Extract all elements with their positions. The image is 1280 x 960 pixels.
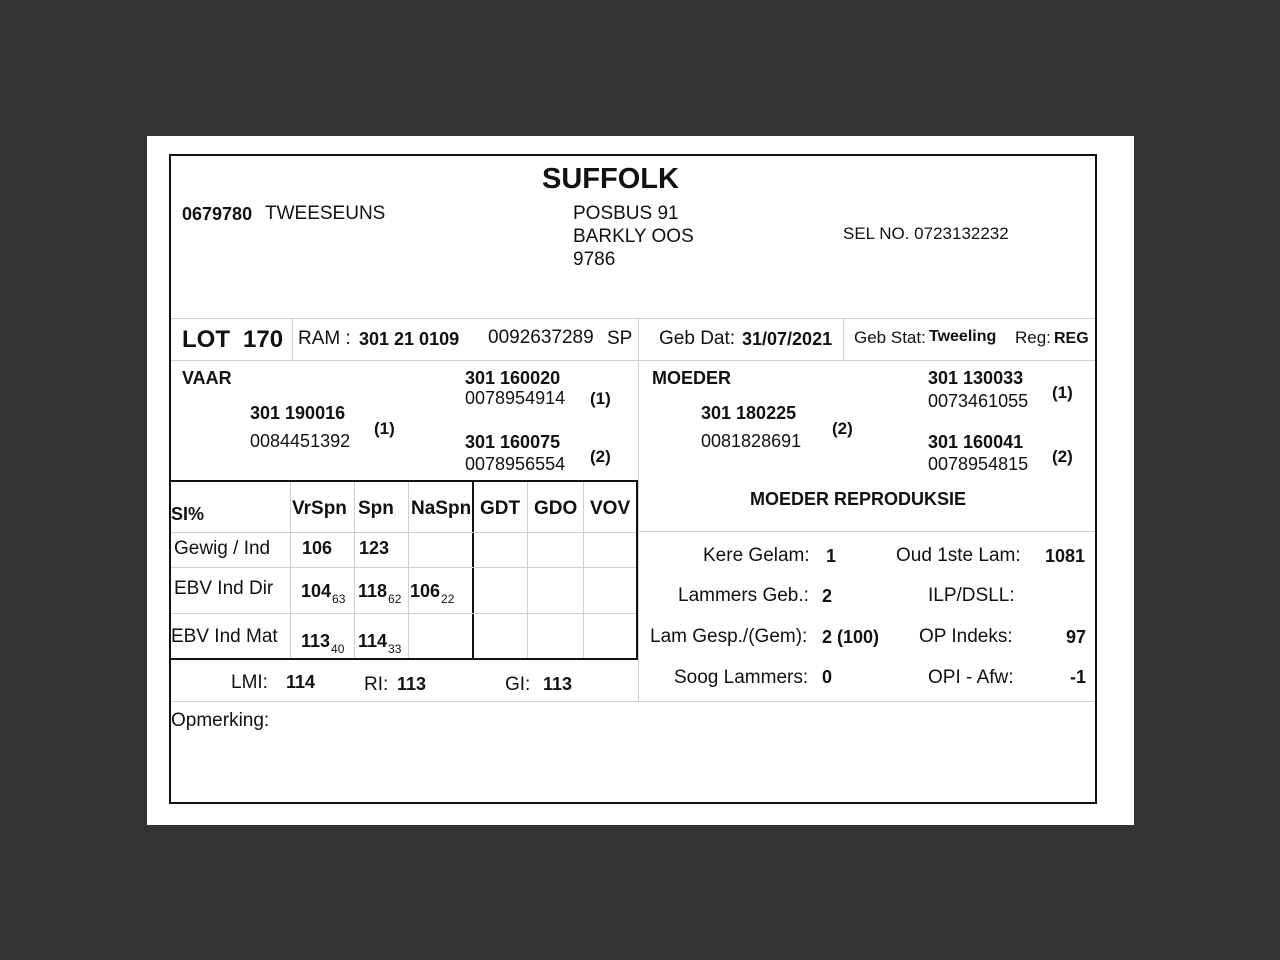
table-col-divider [408,482,409,658]
table-split [472,480,474,660]
birth-date: 31/07/2021 [742,329,833,349]
table-border-bottom [171,658,638,660]
value: 113 [301,631,331,651]
breed-title: SUFFOLK [542,163,679,195]
sire-id: 301 190016 [250,403,346,423]
opi-afw-value: -1 [1070,667,1087,687]
soog-lammers-label: Soog Lammers: [674,667,809,688]
table-row-label: Gewig / Ind [174,538,271,559]
phone-number: SEL NO. 0723132232 [843,224,1009,243]
oud-1ste-lam-label: Oud 1ste Lam: [896,545,1021,566]
soog-lammers-value: 0 [822,667,833,687]
table-cell-vrspn [301,581,346,606]
breeder-code: 0679780 [182,204,253,224]
accuracy: 33 [388,642,402,656]
accuracy: 63 [332,592,346,606]
table-cell-spn: 123 [359,538,390,558]
address-line2: BARKLY OOS [573,226,694,247]
reproduction-title: MOEDER REPRODUKSIE [750,489,967,509]
accuracy: 62 [388,592,402,606]
table-row-divider [171,567,636,568]
dam-id: 301 180225 [701,403,797,423]
value: 114 [358,631,388,651]
table-header-gdo: GDO [534,498,578,519]
lot-card [169,154,1097,804]
dam-father-id: 301 130033 [928,368,1024,388]
birth-date-label: Geb Dat: [659,328,736,349]
table-row-divider [171,532,636,533]
birth-status-label: Geb Stat: [854,328,926,347]
op-indeks-value: 97 [1066,627,1087,647]
table-col-divider [290,482,291,658]
value: 104 [301,581,332,601]
address-line3: 9786 [573,249,616,270]
divider [171,318,1095,319]
kere-gelam-value: 1 [826,546,837,566]
gi-value: 113 [543,674,573,694]
table-row-label: EBV Ind Dir [174,578,274,599]
table-cell-spn [358,631,402,656]
lam-gesp-label: Lam Gesp./(Gem): [650,626,808,647]
dam-heading: MOEDER [652,368,732,388]
table-cell-vrspn: 106 [302,538,333,558]
sire-father-code: 0078954914 [465,388,566,408]
divider [171,360,1095,361]
lmi-value: 114 [286,672,316,692]
breeder-name: TWEESEUNS [265,203,386,224]
accuracy: 40 [331,642,345,656]
sire-code: 0084451392 [250,431,351,451]
sire-mother-grade: (2) [590,447,611,466]
table-col-divider [354,482,355,658]
ram-grade: SP [607,328,633,349]
table-border-top [171,480,638,482]
table-row-label: EBV Ind Mat [171,626,278,647]
gi-label: GI: [505,674,531,695]
sire-father-grade: (1) [590,389,611,408]
dam-father-code: 0073461055 [928,391,1029,411]
sire-mother-id: 301 160075 [465,432,561,452]
lot-label: LOT [182,326,230,353]
table-header-gdt: GDT [480,498,521,519]
table-cell-vrspn [301,631,345,656]
sire-heading: VAAR [182,368,232,388]
table-col-divider [527,482,528,658]
accuracy: 22 [441,592,455,606]
dam-mother-id: 301 160041 [928,432,1024,452]
ri-value: 113 [397,674,427,694]
oud-1ste-lam-value: 1081 [1045,546,1086,566]
dam-mother-grade: (2) [1052,447,1073,466]
table-header-spn: Spn [358,498,394,519]
table-border-right [636,480,638,660]
table-row-divider [171,613,636,614]
lammers-geb-label: Lammers Geb.: [678,585,809,606]
table-header-vrspn: VrSpn [292,498,347,519]
divider [639,531,1095,532]
remarks-label: Opmerking: [171,710,270,731]
kere-gelam-label: Kere Gelam: [703,545,810,566]
opi-afw-label: OPI - Afw: [928,667,1014,688]
divider [843,318,844,360]
ram-id: 301 21 0109 [359,329,460,349]
table-col-divider [583,482,584,658]
divider [638,318,639,360]
dam-father-grade: (1) [1052,383,1073,402]
value: 106 [410,581,441,601]
lam-gesp-value: 2 (100) [822,627,880,647]
sire-grade: (1) [374,419,395,438]
table-header-vov: VOV [590,498,631,519]
reg-value: REG [1054,330,1089,347]
ri-label: RI: [364,674,389,695]
table-header-naspn: NaSpn [411,498,472,519]
lmi-label: LMI: [231,672,268,693]
lammers-geb-value: 2 [822,586,833,606]
ram-label: RAM : [298,328,351,349]
sire-mother-code: 0078956554 [465,454,566,474]
lot-number: 170 [243,326,284,353]
divider [292,318,293,360]
value: 118 [358,581,388,601]
table-header-si: SI% [171,504,205,524]
table-cell-naspn [410,581,455,606]
ilp-dsll-label: ILP/DSLL: [928,585,1015,606]
divider [171,701,1095,702]
op-indeks-label: OP Indeks: [919,626,1013,647]
dam-mother-code: 0078954815 [928,454,1029,474]
reg-label: Reg: [1015,328,1051,347]
sire-father-id: 301 160020 [465,368,561,388]
dam-grade: (2) [832,419,853,438]
address-line1: POSBUS 91 [573,203,679,224]
ram-code: 0092637289 [488,327,594,348]
birth-status: Tweeling [929,328,997,345]
dam-code: 0081828691 [701,431,802,451]
table-cell-spn [358,581,402,606]
